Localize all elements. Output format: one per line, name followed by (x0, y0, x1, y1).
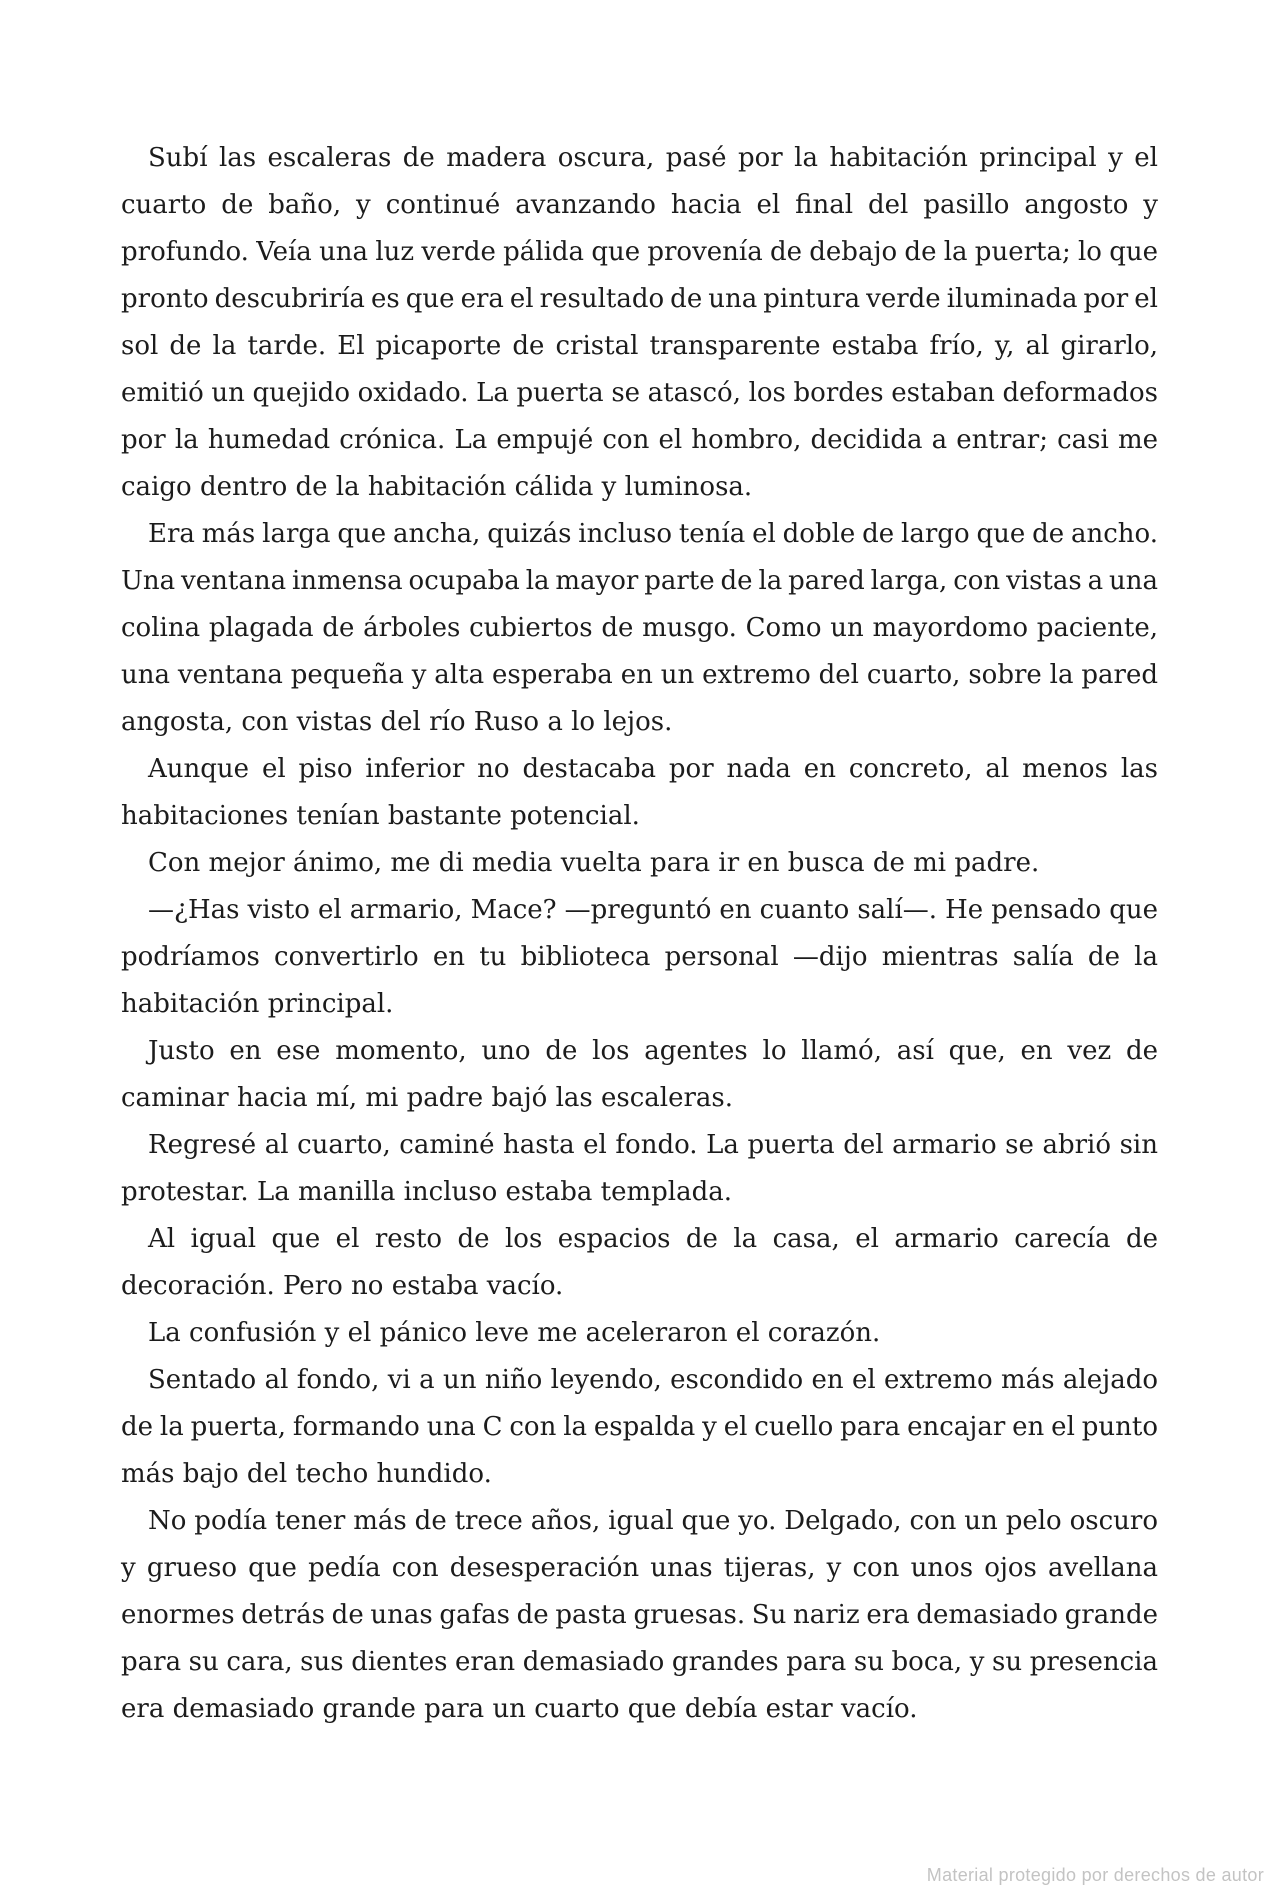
text-line: enormes detrás de unas gafas de pasta gruesas. Su nariz era demasiado grande (121, 1600, 1158, 1630)
text-line: caminar hacia mí, mi padre bajó las escaleras. (121, 1083, 734, 1113)
text-line: Al igual que el resto de los espacios de la casa, el armario carecía de (148, 1224, 1158, 1254)
text-line: de la puerta, formando una C con la espalda y el cuello para encajar en el punto (121, 1412, 1158, 1442)
text-line: emitió un quejido oxidado. La puerta se atascó, los bordes estaban deformados (121, 378, 1158, 408)
text-line: Justo en ese momento, uno de los agentes lo llamó, así que, en vez de (148, 1036, 1158, 1066)
text-line: protestar. La manilla incluso estaba templada. (121, 1177, 732, 1207)
text-line: decoración. Pero no estaba vacío. (121, 1271, 564, 1301)
text-line: —¿Has visto el armario, Mace? —preguntó en cuanto salí—. He pensado que (148, 895, 1158, 925)
text-line: angosta, con vistas del río Ruso a lo lejos. (121, 707, 673, 737)
text-line: una ventana pequeña y alta esperaba en un extremo del cuarto, sobre la pared (121, 660, 1158, 690)
text-line: habitación principal. (121, 989, 394, 1019)
text-line: pronto descubriría es que era el resultado de una pintura verde iluminada por el (121, 284, 1158, 314)
text-line: más bajo del techo hundido. (121, 1459, 492, 1489)
text-line: Una ventana inmensa ocupaba la mayor parte de la pared larga, con vistas a una (121, 566, 1158, 596)
text-line: No podía tener más de trece años, igual que yo. Delgado, con un pelo oscuro (148, 1506, 1158, 1536)
text-line: profundo. Veía una luz verde pálida que provenía de debajo de la puerta; lo que (121, 237, 1158, 267)
page-text (121, 135, 1158, 1733)
text-line: sol de la tarde. El picaporte de cristal transparente estaba frío, y, al girarlo, (121, 331, 1158, 361)
text-line: colina plagada de árboles cubiertos de musgo. Como un mayordomo paciente, (121, 613, 1158, 643)
text-line: podríamos convertirlo en tu biblioteca personal —dijo mientras salía de la (121, 942, 1158, 972)
text-line: caigo dentro de la habitación cálida y luminosa. (121, 472, 753, 502)
text-line: habitaciones tenían bastante potencial. (121, 801, 640, 831)
text-line: Con mejor ánimo, me di media vuelta para ir en busca de mi padre. (148, 848, 1040, 878)
text-line: por la humedad crónica. La empujé con el hombro, decidida a entrar; casi me (121, 425, 1158, 455)
text-line: Aunque el piso inferior no destacaba por nada en concreto, al menos las (148, 754, 1158, 784)
text-line: Sentado al fondo, vi a un niño leyendo, escondido en el extremo más alejado (148, 1365, 1158, 1395)
text-line: era demasiado grande para un cuarto que debía estar vacío. (121, 1694, 918, 1724)
text-line: cuarto de baño, y continué avanzando hacia el final del pasillo angosto y (121, 190, 1158, 220)
text-line: y grueso que pedía con desesperación unas tijeras, y con unos ojos avellana (121, 1553, 1158, 1583)
copyright-watermark: Material protegido por derechos de autor (926, 1865, 1264, 1885)
text-line: Era más larga que ancha, quizás incluso tenía el doble de largo que de ancho. (148, 519, 1158, 549)
text-line: Subí las escaleras de madera oscura, pasé por la habitación principal y el (148, 143, 1158, 173)
text-line: Regresé al cuarto, caminé hasta el fondo. La puerta del armario se abrió sin (148, 1130, 1158, 1160)
text-line: para su cara, sus dientes eran demasiado grandes para su boca, y su presencia (121, 1647, 1158, 1677)
text-line: La confusión y el pánico leve me aceleraron el corazón. (148, 1318, 881, 1348)
